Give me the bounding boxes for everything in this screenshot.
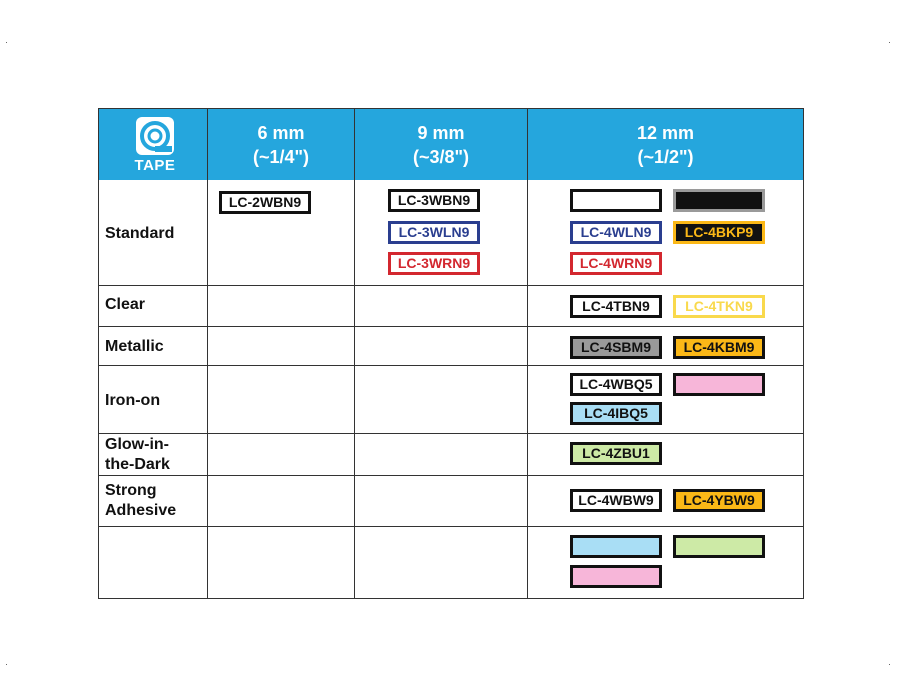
col-divider: [354, 109, 355, 598]
col-9mm-inch: (~3/8"): [412, 146, 470, 167]
corner-mark: [6, 664, 7, 665]
tape-logo: [117, 117, 193, 173]
tape-blank-pink: [673, 373, 765, 396]
row-divider: [99, 326, 803, 327]
tape-lc-4wln9: LC-4WLN9: [570, 221, 662, 244]
tape-blank-light-green: [673, 535, 765, 558]
tape-lc-4ibq5: LC-4IBQ5: [570, 402, 662, 425]
tape-blank-light-blue: [570, 535, 662, 558]
row-label-iron-on: Iron-on: [105, 392, 161, 409]
tape-lc-2wbn9: LC-2WBN9: [219, 191, 311, 214]
col-9mm-header: [355, 109, 527, 180]
col-6mm-header: [208, 109, 354, 180]
col-12mm-inch: (~1/2"): [637, 146, 694, 167]
row-label-clear: Clear: [105, 296, 146, 313]
tape-lc-4sbm9: LC-4SBM9: [570, 336, 662, 359]
col-divider: [527, 109, 528, 598]
logo-label: TAPE: [134, 157, 176, 174]
col-9mm-size: 9 mm: [417, 122, 465, 143]
tape-compatibility-table: [98, 108, 804, 599]
row-divider: [99, 285, 803, 286]
table-header: [99, 109, 803, 180]
tape-lc-4zbu1: LC-4ZBU1: [570, 442, 662, 465]
row-label-strong: [105, 481, 176, 521]
tape-lc-3wrn9: LC-3WRN9: [388, 252, 480, 275]
tape-lc-3wbn9: LC-3WBN9: [388, 189, 480, 212]
tape-lc-4bkp9: LC-4BKP9: [673, 221, 765, 244]
row-divider: [99, 433, 803, 434]
row-label-strong-line2: Adhesive: [105, 502, 177, 519]
tape-lc-4ybw9: LC-4YBW9: [673, 489, 765, 512]
tape-lc-4tkn9: LC-4TKN9: [673, 295, 765, 318]
corner-mark: [6, 42, 7, 43]
tape-lc-4wrn9: LC-4WRN9: [570, 252, 662, 275]
row-label-glow-line1: Glow-in-: [105, 436, 169, 453]
row-label-strong-line1: Strong: [105, 482, 157, 499]
row-label-metallic: Metallic: [105, 338, 164, 355]
tape-blank-black: [673, 189, 765, 212]
col-12mm-size: 12 mm: [636, 122, 695, 143]
row-divider: [99, 526, 803, 527]
col-6mm-size: 6 mm: [257, 122, 305, 143]
corner-mark: [889, 42, 890, 43]
corner-mark: [889, 664, 890, 665]
row-label-glow-line2: the-Dark: [105, 456, 170, 473]
tape-lc-4tbn9: LC-4TBN9: [570, 295, 662, 318]
tape-lc-4wbq5: LC-4WBQ5: [570, 373, 662, 396]
row-divider: [99, 365, 803, 366]
tape-blank-white: [570, 189, 662, 212]
row-label-glow: [105, 435, 170, 475]
tape-blank-pink-2: [570, 565, 662, 588]
col-12mm-header: [528, 109, 803, 180]
col-divider: [207, 109, 208, 598]
tape-lc-3wln9: LC-3WLN9: [388, 221, 480, 244]
row-divider: [99, 475, 803, 476]
col-6mm-inch: (~1/4"): [252, 146, 310, 167]
tape-lc-4wbw9: LC-4WBW9: [570, 489, 662, 512]
tape-lc-4kbm9: LC-4KBM9: [673, 336, 765, 359]
row-label-standard: Standard: [105, 225, 175, 242]
